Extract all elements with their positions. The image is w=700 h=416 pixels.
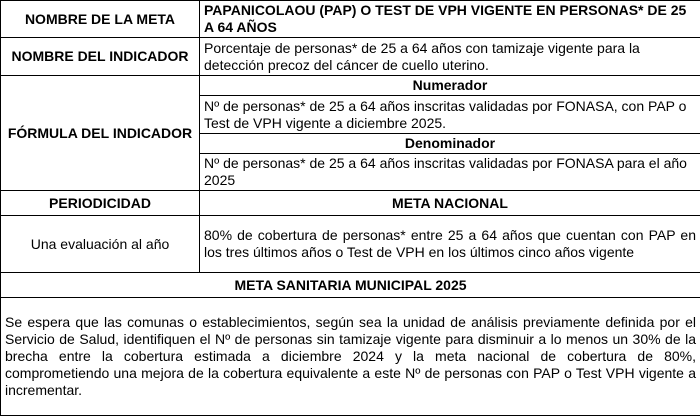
nombre-indicador-label: NOMBRE DEL INDICADOR — [1, 38, 200, 76]
numerador-value: Nº de personas* de 25 a 64 años inscritas validadas por FONASA, con PAP o Test de VPH vigente a diciembre 2025. — [200, 96, 700, 134]
row-periodicidad-values — [1, 216, 700, 273]
row-nombre-indicador — [1, 38, 700, 76]
denominador-value: Nº de personas* de 25 a 64 años inscritas validadas por FONASA para el año 2025 — [200, 154, 700, 191]
nombre-meta-value: PAPANICOLAOU (PAP) O TEST DE VPH VIGENTE EN PERSONAS* DE 25 A 64 AÑOS — [200, 1, 700, 38]
nombre-meta-label: NOMBRE DE LA META — [1, 1, 200, 38]
meta-sanitaria-label: META SANITARIA MUNICIPAL 2025 — [1, 273, 700, 298]
row-meta-sanitaria-header — [1, 273, 700, 298]
numerador-label: Numerador — [200, 76, 700, 96]
row-numerador-header — [1, 76, 700, 96]
meta-nacional-value: 80% de cobertura de personas* entre 25 a 64 años que cuentan con PAP en los tres últimos años o Test de VPH en los últimos cinco años vigente — [200, 216, 700, 273]
denominador-label: Denominador — [200, 134, 700, 154]
row-nombre-meta — [1, 1, 700, 38]
meta-sanitaria-value: Se espera que las comunas o establecimientos, según sea la unidad de análisis previamente definida por el Servicio de Salud, identifiquen el Nº de personas sin tamizaje vigente para disminuir a lo menos un 30% de la brecha entre la cobertura estimada a diciembre 2024 y la meta nacional de cobertura de 80%, comprometiendo una mejora de la cobertura equivalente a este Nº de personas con PAP o Test VPH vigente a incrementar. — [1, 298, 700, 416]
meta-nacional-label: META NACIONAL — [200, 191, 700, 216]
periodicidad-label: PERIODICIDAD — [1, 191, 200, 216]
nombre-indicador-value: Porcentaje de personas* de 25 a 64 años con tamizaje vigente para la detección precoz del cáncer de cuello uterino. — [200, 38, 700, 76]
row-meta-sanitaria-value — [1, 298, 700, 416]
formula-label: FÓRMULA DEL INDICADOR — [1, 76, 200, 191]
periodicidad-value: Una evaluación al año — [1, 216, 200, 273]
row-periodicidad-header — [1, 191, 700, 216]
